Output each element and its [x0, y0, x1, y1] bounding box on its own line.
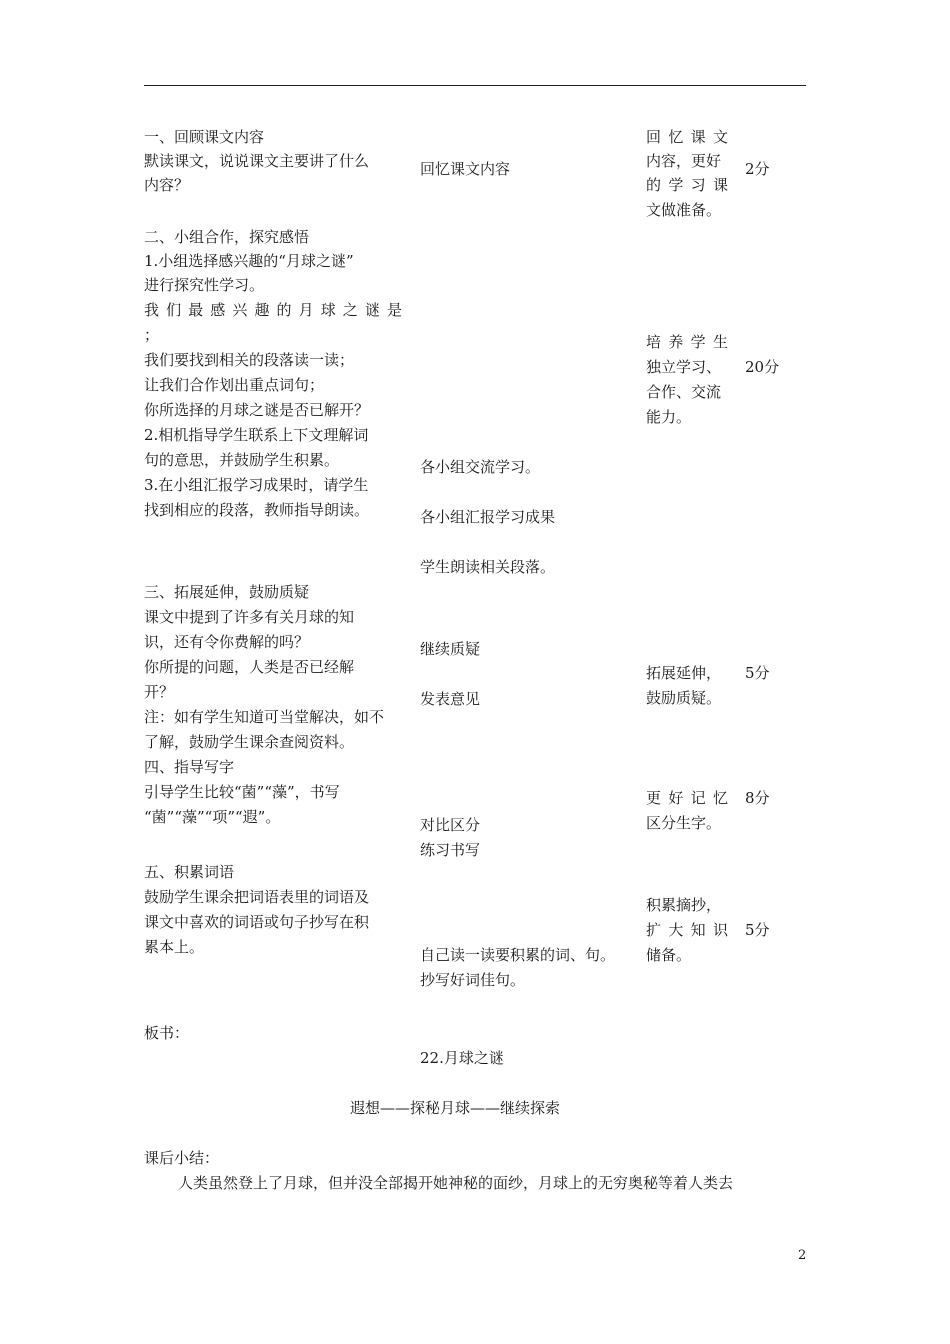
text-line: 引导学生比较“菌”“藻”，书写: [144, 783, 340, 801]
time-allocation: 5分: [745, 664, 770, 682]
section-title: 四、指导写字: [144, 758, 235, 776]
text-line: 1.小组选择感兴趣的“月球之谜”: [144, 252, 354, 270]
purpose-line: 内容，更好: [646, 152, 722, 170]
purpose-line: 能力。: [646, 408, 692, 426]
section-title: 二、小组合作，探究感悟: [144, 228, 310, 246]
text-line: 课文中喜欢的词语或句子抄写在积: [144, 913, 370, 931]
student-activity: 抄写好词佳句。: [420, 971, 526, 989]
text-line: 默读课文，说说课文主要讲了什么: [144, 152, 370, 170]
text-line: 进行探究性学习。: [144, 276, 265, 294]
board-label: 板书：: [144, 1024, 190, 1042]
text-line: 鼓励学生课余把词语表里的词语及: [144, 888, 370, 906]
text-line: 找到相应的段落，教师指导朗读。: [144, 501, 370, 519]
purpose-line: 文做准备。: [646, 201, 722, 219]
purpose-line: 更好记忆: [646, 789, 728, 807]
purpose-line: 回忆课文: [646, 128, 728, 146]
purpose-line: 的学习课: [646, 176, 728, 194]
text-line: 开？: [144, 683, 175, 701]
text-line: 累本上。: [144, 938, 205, 956]
time-allocation: 8分: [745, 789, 770, 807]
purpose-line: 扩大知识: [646, 921, 728, 939]
text-line: “菌”“藻”“项”“遐”。: [144, 808, 281, 826]
text-line: 内容？: [144, 176, 190, 194]
time-allocation: 2分: [745, 160, 770, 178]
page-number: 2: [798, 1248, 807, 1263]
text-line: 课文中提到了许多有关月球的知: [144, 608, 355, 626]
purpose-line: 拓展延伸，: [646, 664, 722, 682]
time-allocation: 5分: [745, 921, 770, 939]
text-line: 了解，鼓励学生课余查阅资料。: [144, 733, 355, 751]
purpose-line: 合作、交流: [646, 383, 722, 401]
board-title: 22.月球之谜: [420, 1049, 504, 1067]
student-activity: 自己读一读要积累的词、句。: [420, 946, 616, 964]
student-activity: 各小组交流学习。: [420, 458, 541, 476]
text-line: 你所提的问题，人类是否已经解: [144, 658, 355, 676]
student-activity: 各小组汇报学习成果: [420, 508, 556, 526]
text-line: 你所选择的月球之谜是否已解开？: [144, 401, 370, 419]
purpose-line: 鼓励质疑。: [646, 689, 722, 707]
summary-label: 课后小结：: [144, 1149, 220, 1167]
text-line: 识，还有令你费解的吗？: [144, 633, 310, 651]
text-line: 3.在小组汇报学习成果时，请学生: [144, 476, 369, 494]
purpose-line: 独立学习、: [646, 358, 722, 376]
purpose-line: 培养学生: [646, 333, 728, 351]
student-activity: 回忆课文内容: [420, 160, 511, 178]
time-allocation: 20分: [745, 358, 780, 376]
purpose-line: 积累摘抄，: [646, 896, 722, 914]
text-line: 2.相机指导学生联系上下文理解词: [144, 426, 369, 444]
board-flow: 遐想——探秘月球——继续探索: [350, 1099, 561, 1117]
text-line: 句的意思，并鼓励学生积累。: [144, 451, 340, 469]
header-rule: [144, 85, 806, 86]
student-activity: 学生朗读相关段落。: [420, 558, 556, 576]
student-activity: 对比区分: [420, 816, 481, 834]
text-line: ；: [144, 326, 160, 344]
section-title: 三、拓展延伸，鼓励质疑: [144, 583, 310, 601]
text-line: 注：如有学生知道可当堂解决，如不: [144, 708, 385, 726]
section-title: 一、回顾课文内容: [144, 128, 265, 146]
summary-text: 人类虽然登上了月球，但并没全部揭开她神秘的面纱，月球上的无穷奥秘等着人类去: [178, 1174, 734, 1192]
section-title: 五、积累词语: [144, 863, 235, 881]
purpose-line: 储备。: [646, 946, 692, 964]
text-line: 我们要找到相关的段落读一读；: [144, 351, 355, 369]
student-activity: 练习书写: [420, 841, 481, 859]
student-activity: 发表意见: [420, 690, 481, 708]
student-activity: 继续质疑: [420, 640, 481, 658]
text-line: 让我们合作划出重点词句；: [144, 376, 325, 394]
text-line: 我们最感兴趣的月球之谜是: [144, 301, 402, 319]
purpose-line: 区分生字。: [646, 814, 722, 832]
